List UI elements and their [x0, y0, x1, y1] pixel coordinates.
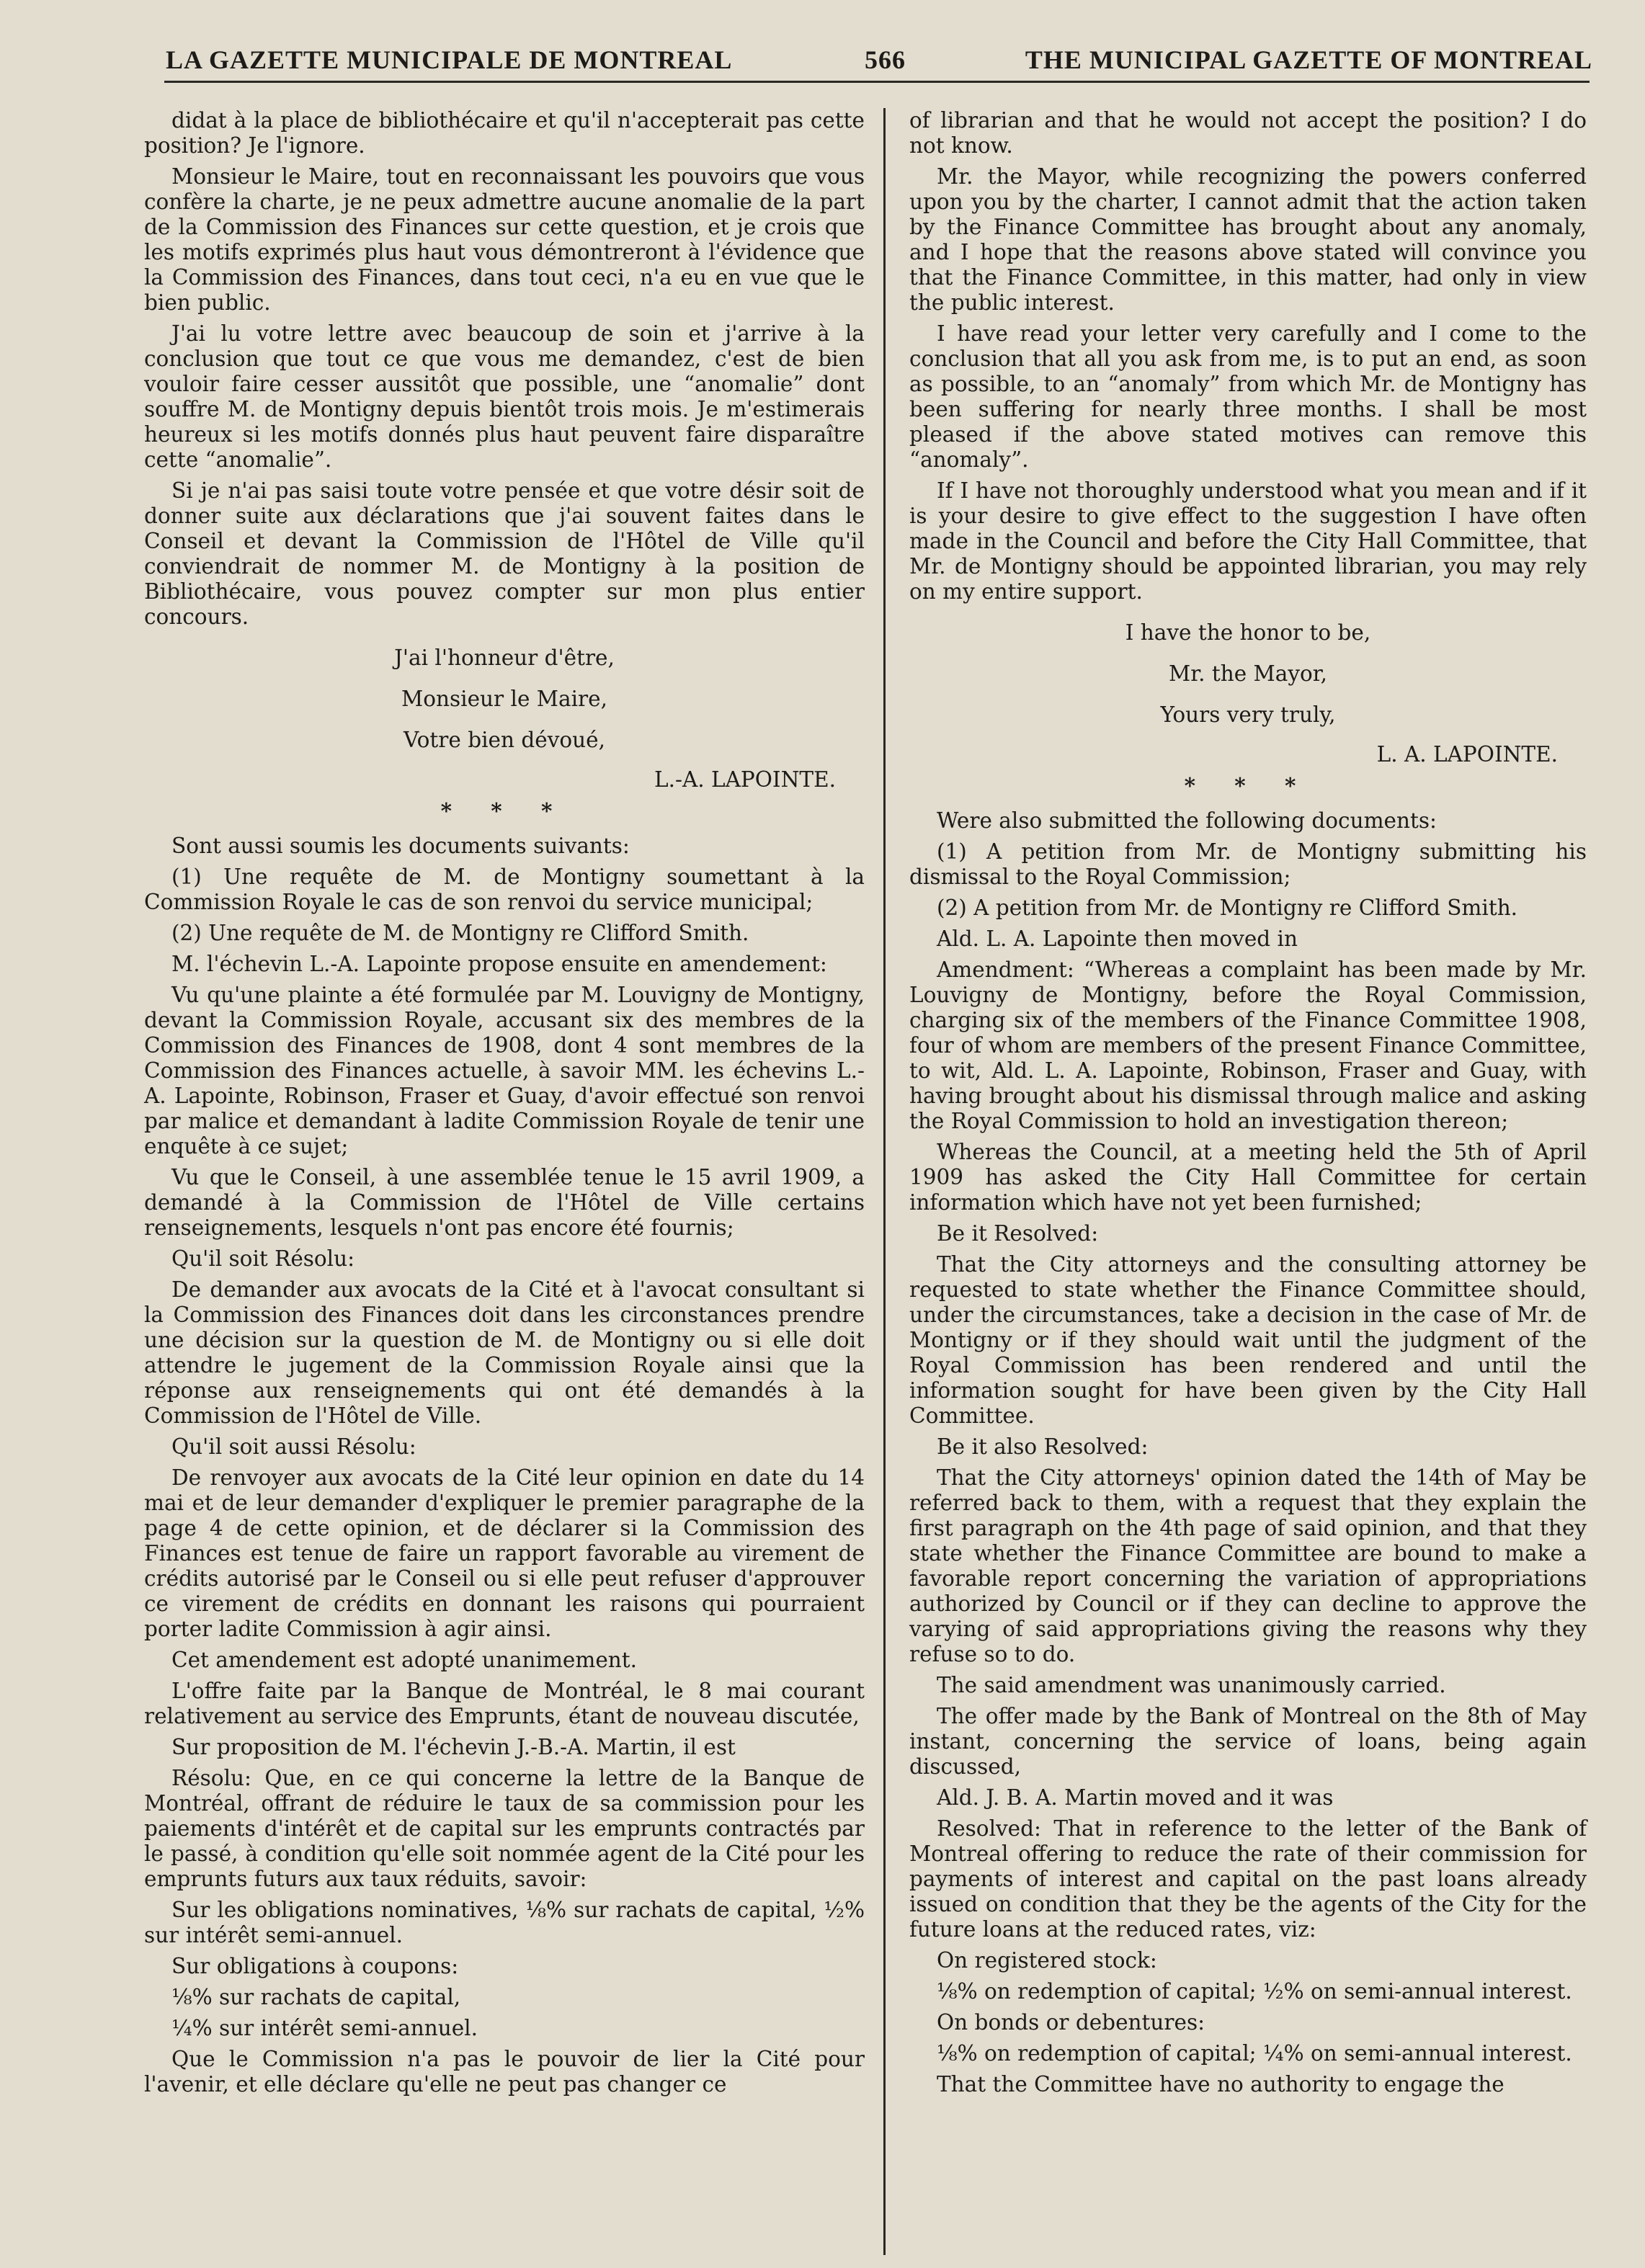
paragraph: L'offre faite par la Banque de Montréal, le 8 mai courant relativement au service des Emprunts, étant de nouveau discutée,	[144, 1679, 865, 1728]
paragraph: Ald. J. B. A. Martin moved and it was	[937, 1785, 1334, 1810]
paragraph: That the City attorneys and the consulting attorney be requested to state whether the Finance Committee should, under the circumstances, take a decision in the case of Mr. de Montigny or if they should wait until the judgment of the Royal Commission has been rendered and until the information sought for have been given by the City Hall Committee.	[909, 1252, 1587, 1428]
paragraph: I have read your letter very carefully and I come to the conclusion that all you ask from me, is to put an end, as soon as possible, to an “anomaly” from which Mr. de Montigny has been suffering for nearly three months. I shall be most pleased if the above stated motives can remove this “anomaly”.	[909, 321, 1587, 472]
paragraph: Cet amendement est adopté unanimement.	[171, 1648, 638, 1672]
header-title-french: LA GAZETTE MUNICIPALE DE MONTREAL	[166, 45, 733, 74]
english-column	[909, 108, 1587, 2103]
paragraph: On registered stock:	[937, 1948, 1157, 1973]
page-header	[166, 45, 1592, 81]
paragraph: Vu qu'une plainte a été formulée par M. Louvigny de Montigny, devant la Commission Royale, accusant six des membres de la Commission des Finances de 1908, dont 4 sont membres de la Commission des Finances actuelle, à savoir MM. les échevins L.-A. Lapointe, Robinson, Fraser et Guay, d'avoir effectué son renvoi par malice et demandant à ladite Commission Royale de tenir une enquête à ce sujet;	[144, 983, 865, 1158]
paragraph: On bonds or debentures:	[937, 2010, 1205, 2035]
paragraph: De renvoyer aux avocats de la Cité leur opinion en date du 14 mai et de leur demander d'expliquer le premier paragraphe de la page 4 de cette opinion, et de déclarer si la Commission des Finances est tenue de faire un rapport favorable au virement de crédits autorisé par le Conseil ou si elle peut refuser d'approuver ce virement de crédits en donnant les raisons qui pourraient porter ladite Commission à agir ainsi.	[144, 1465, 865, 1641]
paragraph: ⅛% sur rachats de capital,	[171, 1985, 461, 2009]
paragraph: De demander aux avocats de la Cité et à l'avocat consultant si la Commission des Finances doit dans les circonstances prendre une décision sur la question de M. de Montigny ou si elle doit attendre le jugement de la Commission Royale ainsi que la réponse aux renseignements qui ont été demandés à la Commission de l'Hôtel de Ville.	[144, 1277, 865, 1428]
header-title-english: THE MUNICIPAL GAZETTE OF MONTREAL	[1025, 45, 1592, 74]
section-separator: * * *	[1184, 773, 1312, 798]
paragraph: That the City attorneys' opinion dated the 14th of May be referred back to them, with a request that they explain the first paragraph on the 4th page of said opinion, and that they state whether the Finance Committee are bound to make a favorable report concerning the variation of appropriations authorized by Council or if they can decline to approve the varying of said appropriations giving the reasons why they refuse so to do.	[909, 1465, 1587, 1666]
paragraph: J'ai lu votre lettre avec beaucoup de soin et j'arrive à la conclusion que tout ce que vous me demandez, c'est de bien vouloir faire cesser aussitôt que possible, une “anomalie” dont souffre M. de Montigny depuis bientôt trois mois. Je m'estimerais heureux si les motifs donnés plus haut peuvent faire disparaître cette “anomalie”.	[144, 321, 865, 472]
paragraph: The offer made by the Bank of Montreal on the 8th of May instant, concerning the service of loans, being again discussed,	[909, 1704, 1587, 1779]
paragraph: Sur proposition de M. l'échevin J.-B.-A. Martin, il est	[171, 1735, 736, 1759]
paragraph: Sont aussi soumis les documents suivants:	[171, 834, 630, 858]
signature: L.-A. LAPOINTE.	[654, 767, 836, 792]
closing-addressee: Monsieur le Maire,	[401, 687, 607, 711]
column-divider	[883, 108, 886, 2255]
paragraph: Resolved: That in reference to the letter of the Bank of Montreal offering to reduce the rate of their commission for payments of interest and capital on the past loans already issued on condition that they be the agents of the City for the future loans at the reduced rates, viz:	[909, 1816, 1587, 1942]
paragraph: Were also submitted the following documents:	[937, 808, 1437, 833]
paragraph: ⅛% on redemption of capital; ½% on semi-annual interest.	[937, 1979, 1572, 2004]
paragraph: Ald. L. A. Lapointe then moved in	[937, 927, 1298, 951]
paragraph: Sur les obligations nominatives, ⅛% sur rachats de capital, ½% sur intérêt semi-annuel.	[144, 1898, 865, 1947]
closing-phrase: Yours very truly,	[1160, 702, 1336, 727]
paragraph: (1) A petition from Mr. de Montigny submitting his dismissal to the Royal Commission;	[909, 839, 1587, 889]
french-column	[144, 108, 865, 2103]
paragraph: of librarian and that he would not accept the position? I do not know.	[909, 108, 1587, 158]
paragraph: Sur obligations à coupons:	[171, 1954, 459, 1978]
paragraph: Que le Commission n'a pas le pouvoir de lier la Cité pour l'avenir, et elle déclare qu'elle ne peut pas changer ce	[144, 2047, 865, 2097]
paragraph: M. l'échevin L.-A. Lapointe propose ensuite en amendement:	[171, 952, 827, 976]
paragraph: That the Committee have no authority to engage the	[937, 2072, 1504, 2097]
paragraph: Amendment: “Whereas a complaint has been made by Mr. Louvigny de Montigny, before the Royal Commission, charging six of the members of the Finance Committee 1908, four of whom are members of the present Finance Committee, to wit, Ald. L. A. Lapointe, Robinson, Fraser and Guay, with having brought about his dismissal through malice and asking the Royal Commission to hold an investigation thereon;	[909, 957, 1587, 1133]
paragraph: Monsieur le Maire, tout en reconnaissant les pouvoirs que vous confère la charte, je ne peux admettre aucune anomalie de la part de la Commission des Finances sur cette question, et je crois que les motifs exprimés plus haut vous démontreront à l'évidence que la Commission des Finances, dans tout ceci, n'a eu en vue que le bien public.	[144, 164, 865, 315]
paragraph: ¼% sur intérêt semi-annuel.	[171, 2016, 478, 2040]
paragraph: (1) Une requête de M. de Montigny soumettant à la Commission Royale le cas de son renvoi du service municipal;	[144, 865, 865, 914]
paragraph: Si je n'ai pas saisi toute votre pensée et que votre désir soit de donner suite aux déclarations que j'ai souvent faites dans le Conseil et devant la Commission de l'Hôtel de Ville qu'il conviendrait de nommer M. de Montigny à la position de Bibliothécaire, vous pouvez compter sur mon plus entier concours.	[144, 478, 865, 629]
paragraph: Résolu: Que, en ce qui concerne la lettre de la Banque de Montréal, offrant de réduire le taux de sa commission pour les paiements d'intérêt et de capital sur les emprunts contractés par le passé, à condition qu'elle soit nommée agent de la Cité pour les emprunts futurs aux taux réduits, savoir:	[144, 1766, 865, 1891]
closing-addressee: Mr. the Mayor,	[1169, 661, 1327, 686]
closing-phrase: Votre bien dévoué,	[404, 728, 605, 752]
paragraph: Mr. the Mayor, while recognizing the powers conferred upon you by the charter, I cannot admit that the action taken by the Finance Committee has brought about any anomaly, and I hope that the reasons above stated will convince you that the Finance Committee, in this matter, had only in view the public interest.	[909, 164, 1587, 315]
paragraph: If I have not thoroughly understood what you mean and if it is your desire to give effect to the suggestion I have often made in the Council and before the City Hall Committee, that Mr. de Montigny should be appointed librarian, you may rely on my entire support.	[909, 478, 1587, 604]
page-number: 566	[865, 45, 906, 74]
paragraph: (2) A petition from Mr. de Montigny re Clifford Smith.	[937, 896, 1518, 920]
signature: L. A. LAPOINTE.	[1376, 742, 1558, 767]
closing-salutation: I have the honor to be,	[1125, 620, 1371, 645]
paragraph: ⅛% on redemption of capital; ¼% on semi-annual interest.	[937, 2041, 1572, 2066]
paragraph: (2) Une requête de M. de Montigny re Clifford Smith.	[171, 921, 749, 945]
paragraph: Qu'il soit aussi Résolu:	[171, 1434, 416, 1459]
closing-salutation: J'ai l'honneur d'être,	[394, 646, 615, 670]
paragraph: Qu'il soit Résolu:	[171, 1246, 355, 1271]
paragraph: Be it also Resolved:	[937, 1434, 1149, 1459]
paragraph: Vu que le Conseil, à une assemblée tenue le 15 avril 1909, a demandé à la Commission de l'Hôtel de Ville certains renseignements, lesquels n'ont pas encore été fournis;	[144, 1165, 865, 1240]
paragraph: Whereas the Council, at a meeting held the 5th of April 1909 has asked the City Hall Committee for certain information which have not yet been furnished;	[909, 1140, 1587, 1215]
header-rule	[164, 81, 1590, 83]
paragraph: The said amendment was unanimously carried.	[937, 1673, 1446, 1697]
paragraph: didat à la place de bibliothécaire et qu'il n'accepterait pas cette position? Je l'ignore.	[144, 108, 865, 158]
section-separator: * * *	[440, 798, 569, 823]
paragraph: Be it Resolved:	[937, 1221, 1099, 1246]
